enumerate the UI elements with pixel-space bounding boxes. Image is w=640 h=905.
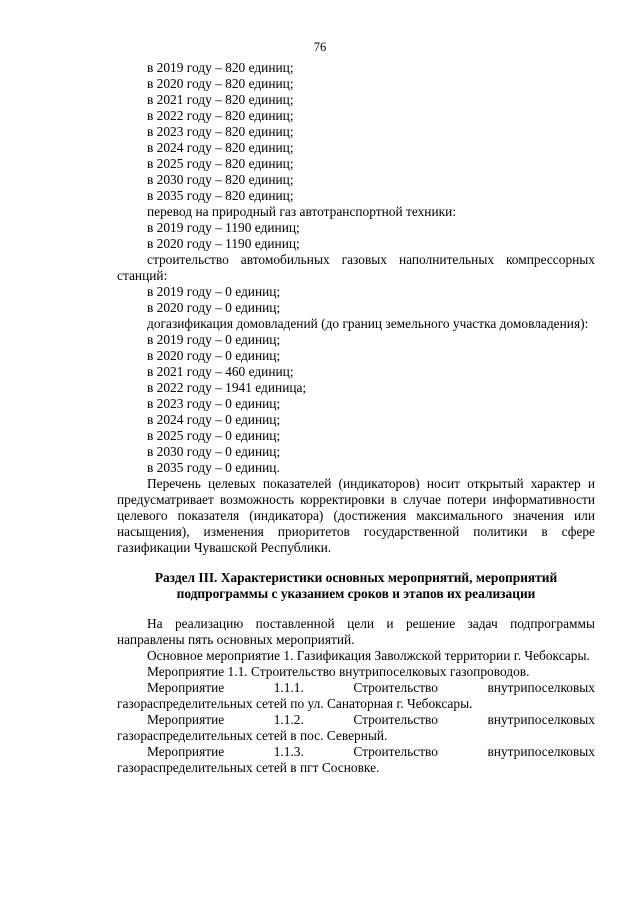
list-item: в 2022 году – 1941 единица;: [147, 380, 307, 395]
body-paragraph: Мероприятие 1.1.3. Строительство внутрипоселковых газораспределительных сетей в пгт Сосновке.: [117, 744, 595, 775]
list-item: в 2020 году – 0 единиц;: [147, 348, 281, 363]
page-body: [117, 60, 595, 776]
body-paragraph: Мероприятие 1.1. Строительство внутрипоселковых газопроводов.: [147, 664, 530, 679]
list-item: в 2019 году – 0 единиц;: [147, 284, 281, 299]
list-item: в 2025 году – 0 единиц;: [147, 428, 281, 443]
list-item: в 2019 году – 820 единиц;: [147, 60, 294, 75]
list-item: в 2019 году – 1190 единиц;: [147, 220, 300, 235]
vehicles-title: перевод на природный газ автотранспортной техники:: [147, 204, 457, 219]
list-item: в 2023 году – 820 единиц;: [147, 124, 294, 139]
list-item: в 2024 году – 0 единиц;: [147, 412, 281, 427]
body-paragraph: Основное мероприятие 1. Газификация Заволжской территории г. Чебоксары.: [147, 648, 590, 663]
list-item: в 2020 году – 1190 единиц;: [147, 236, 300, 251]
list-item: в 2025 году – 820 единиц;: [147, 156, 294, 171]
stations-paragraph: строительство автомобильных газовых наполнительных компрессорных станций:: [117, 252, 595, 283]
page-number: 76: [313, 40, 327, 54]
indicators-paragraph: Перечень целевых показателей (индикаторов) носит открытый характер и предусматривает возможность корректировки в случае потери информативности целевого показателя (индикатора) (достижения максимального значения или насыщения), изменения приоритетов государственной политики в сфере газификации Чувашской Республики.: [117, 476, 595, 555]
body-paragraph: На реализацию поставленной цели и решение задач подпрограммы направлены пять основных мероприятий.: [117, 616, 595, 647]
list-item: в 2020 году – 820 единиц;: [147, 76, 294, 91]
households-paragraph: догазификация домовладений (до границ земельного участка домовладения):: [147, 316, 589, 331]
list-units-820: [117, 60, 595, 204]
list-item: в 2035 году – 0 единиц.: [147, 460, 280, 475]
list-item: в 2022 году – 820 единиц;: [147, 108, 294, 123]
list-item: в 2030 году – 0 единиц;: [147, 444, 281, 459]
list-item: в 2021 году – 820 единиц;: [147, 92, 294, 107]
list-vehicles: [117, 220, 595, 252]
body-paragraph: Мероприятие 1.1.1. Строительство внутрипоселковых газораспределительных сетей по ул. Санаторная г. Чебоксары.: [117, 680, 595, 711]
section-heading-line-2: подпрограммы с указанием сроков и этапов их реализации: [176, 586, 536, 601]
list-stations: [117, 284, 595, 316]
list-item: в 2019 году – 0 единиц;: [147, 332, 281, 347]
list-item: в 2030 году – 820 единиц;: [147, 172, 294, 187]
section-heading-line-1: Раздел III. Характеристики основных мероприятий, мероприятий: [154, 570, 558, 585]
list-item: в 2023 году – 0 единиц;: [147, 396, 281, 411]
list-item: в 2035 году – 820 единиц;: [147, 188, 294, 203]
spacer: [117, 602, 595, 616]
list-item: в 2021 году – 460 единиц;: [147, 364, 294, 379]
body-paragraph: Мероприятие 1.1.2. Строительство внутрипоселковых газораспределительных сетей в пос. Северный.: [117, 712, 595, 743]
list-item: в 2024 году – 820 единиц;: [147, 140, 294, 155]
spacer: [117, 556, 595, 570]
list-item: в 2020 году – 0 единиц;: [147, 300, 281, 315]
list-households: [117, 332, 595, 476]
